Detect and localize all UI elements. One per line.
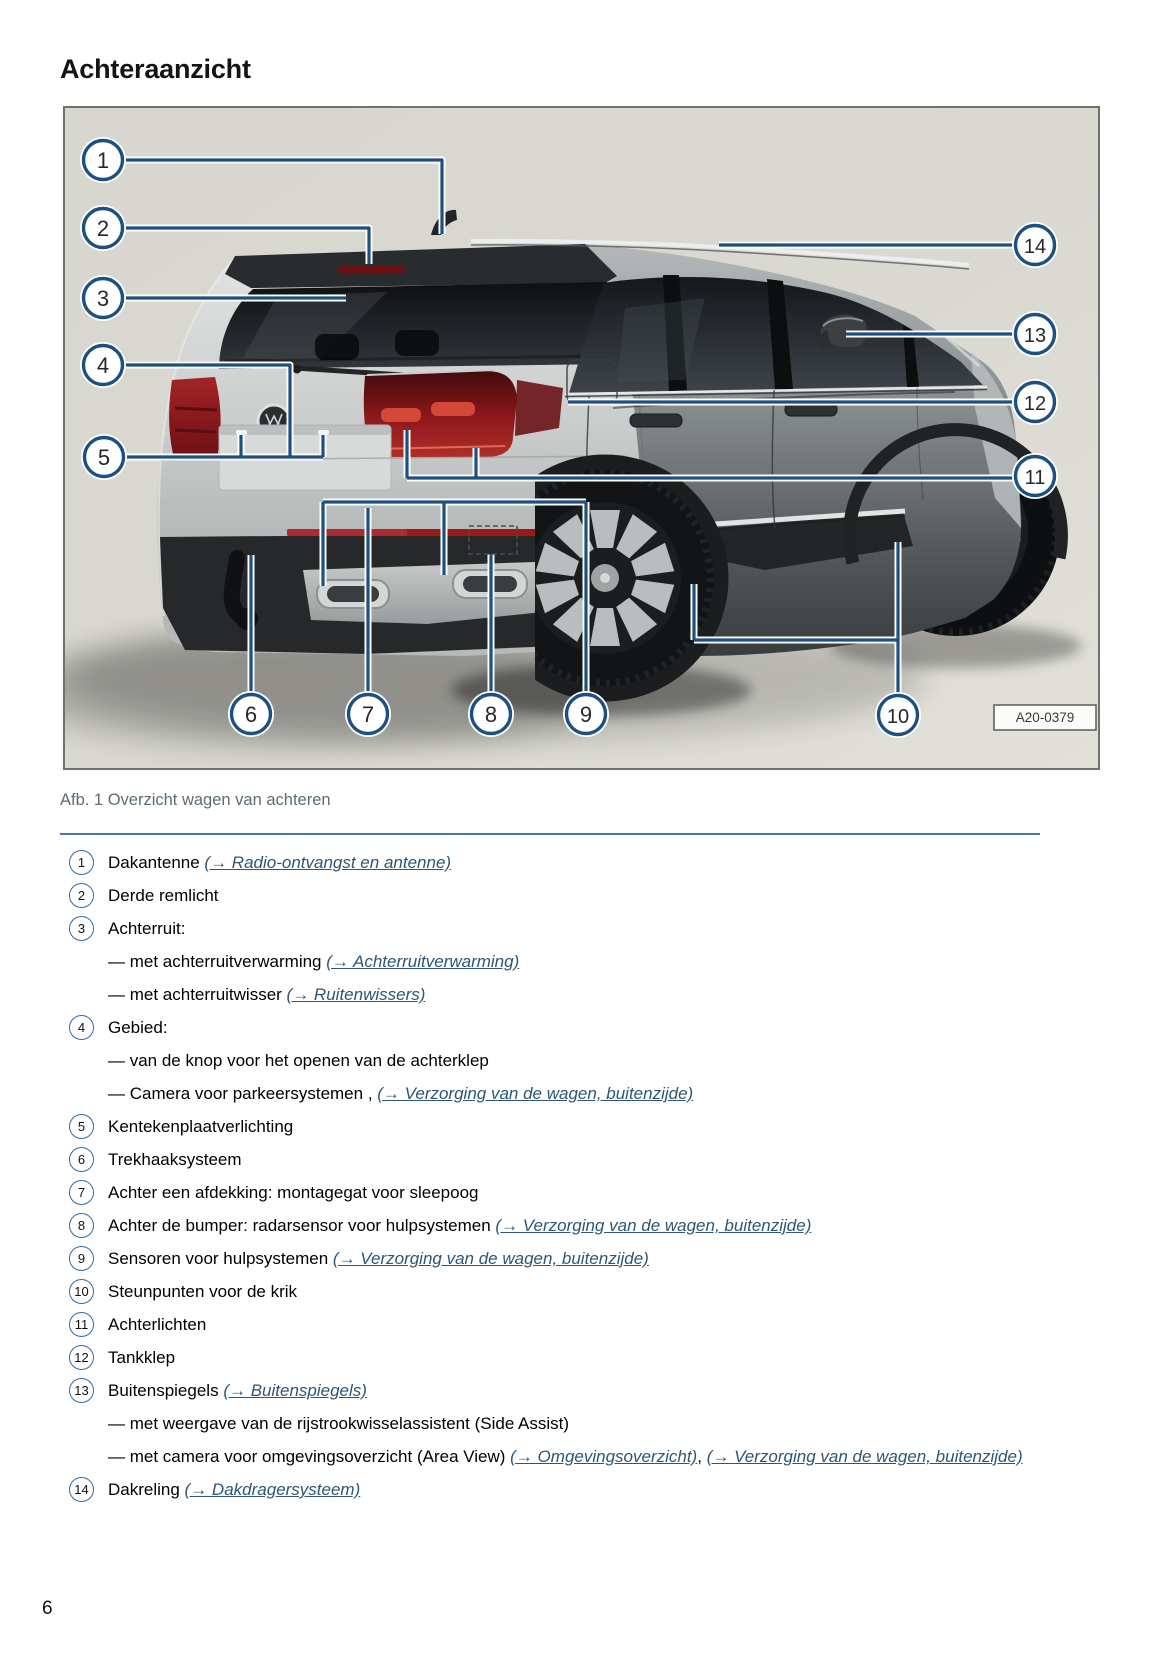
legend-num-1: 1 <box>69 850 94 875</box>
legend-num-3: 3 <box>69 916 94 941</box>
legend-link-omgevingsoverzicht[interactable]: (→ Omgevingsoverzicht) <box>510 1447 698 1466</box>
legend-num-6: 6 <box>69 1147 94 1172</box>
legend-item-6 <box>60 1149 1080 1172</box>
car-diagram <box>65 108 1098 768</box>
legend-num-11: 11 <box>69 1312 94 1337</box>
legend-text: Dakreling <box>108 1480 185 1499</box>
legend-num-13: 13 <box>69 1378 94 1403</box>
legend-link-radio[interactable]: (→ Radio-ontvangst en antenne) <box>204 853 452 872</box>
legend-item-3 <box>60 918 1080 941</box>
legend-text: Sensoren voor hulpsystemen <box>108 1249 333 1268</box>
legend-link-verzorging-2[interactable]: (→ Verzorging van de wagen, buitenzijde) <box>495 1216 812 1235</box>
callout-9 <box>563 691 609 737</box>
legend-link-achterruitverwarming[interactable]: (→ Achterruitverwarming) <box>326 952 520 971</box>
legend-item-12 <box>60 1347 1080 1370</box>
figure-caption: Afb. 1 Overzicht wagen van achteren <box>60 791 331 809</box>
legend-num-2: 2 <box>69 883 94 908</box>
legend-list <box>60 852 1080 1512</box>
legend-text: Trekhaaksysteem <box>108 1150 242 1169</box>
legend-item-10 <box>60 1281 1080 1304</box>
section-divider <box>60 833 1040 835</box>
legend-item-1 <box>60 852 1080 875</box>
tail-light-left <box>169 377 221 458</box>
legend-item-14 <box>60 1479 1080 1502</box>
legend-item-13-sub-2: — met camera voor omgevingsoverzicht (Area View) (→ Omgevingsoverzicht), (→ Verzorging van de wagen, buitenzijde) <box>108 1447 1023 1466</box>
legend-text: Kentekenplaatverlichting <box>108 1117 294 1136</box>
legend-text: Derde remlicht <box>108 886 219 905</box>
legend-link-verzorging-4[interactable]: (→ Verzorging van de wagen, buitenzijde) <box>706 1447 1023 1466</box>
legend-link-dakdragersysteem[interactable]: (→ Dakdragersysteem) <box>184 1480 361 1499</box>
callout-1 <box>80 137 126 183</box>
legend-item-11 <box>60 1314 1080 1337</box>
svg-text:11: 11 <box>1024 467 1046 489</box>
legend-num-10: 10 <box>69 1279 94 1304</box>
figure-rear-view <box>63 106 1100 770</box>
svg-text:1: 1 <box>96 148 110 173</box>
svg-text:3: 3 <box>96 286 110 311</box>
legend-text: Steunpunten voor de krik <box>108 1282 298 1301</box>
legend-text: Achterruit: <box>108 919 186 938</box>
svg-text:5: 5 <box>97 445 111 470</box>
legend-item-3-sub-1: — met achterruitverwarming (→ Achterruitverwarming) <box>108 952 520 971</box>
legend-item-3-sub-2: — met achterruitwisser (→ Ruitenwissers) <box>108 985 426 1004</box>
svg-text:7: 7 <box>361 702 375 727</box>
legend-link-verzorging-3[interactable]: (→ Verzorging van de wagen, buitenzijde) <box>332 1249 649 1268</box>
svg-text:6: 6 <box>244 702 258 727</box>
callout-8 <box>468 691 514 737</box>
svg-text:12: 12 <box>1023 393 1047 415</box>
legend-text: Tankklep <box>108 1348 176 1367</box>
callout-10 <box>875 692 921 738</box>
callout-4 <box>80 342 126 388</box>
legend-text: Gebied: <box>108 1018 168 1037</box>
image-code-label <box>994 705 1096 730</box>
legend-num-12: 12 <box>69 1345 94 1370</box>
legend-link-ruitenwissers[interactable]: (→ Ruitenwissers) <box>286 985 426 1004</box>
legend-text: Achter de bumper: radarsensor voor hulpsystemen <box>108 1216 496 1235</box>
callout-6 <box>228 691 274 737</box>
legend-num-8: 8 <box>69 1213 94 1238</box>
callout-5 <box>81 434 127 480</box>
legend-item-13-sub-1: — met weergave van de rijstrookwisselassistent (Side Assist) <box>108 1414 570 1433</box>
callout-2 <box>80 205 126 251</box>
legend-item-8 <box>60 1215 1080 1238</box>
svg-text:8: 8 <box>484 702 498 727</box>
legend-num-5: 5 <box>69 1114 94 1139</box>
legend-item-2 <box>60 885 1080 908</box>
legend-item-4 <box>60 1017 1080 1040</box>
legend-num-7: 7 <box>69 1180 94 1205</box>
legend-text: Buitenspiegels <box>108 1381 224 1400</box>
callout-7 <box>345 691 391 737</box>
legend-text: Achter een afdekking: montagegat voor sleepoog <box>108 1183 479 1202</box>
legend-link-verzorging-1[interactable]: (→ Verzorging van de wagen, buitenzijde) <box>377 1084 694 1103</box>
svg-text:10: 10 <box>886 706 910 728</box>
legend-link-buitenspiegels[interactable]: (→ Buitenspiegels) <box>223 1381 367 1400</box>
legend-item-4-sub-2: — Camera voor parkeersystemen , (→ Verzorging van de wagen, buitenzijde) <box>108 1084 694 1103</box>
legend-num-9: 9 <box>69 1246 94 1271</box>
page-number: 6 <box>42 1598 53 1619</box>
legend-item-9 <box>60 1248 1080 1271</box>
legend-item-13 <box>60 1380 1080 1403</box>
legend-num-14: 14 <box>69 1477 94 1502</box>
legend-item-5 <box>60 1116 1080 1139</box>
page-title: Achteraanzicht <box>60 54 251 84</box>
callout-3 <box>80 275 126 321</box>
svg-text:4: 4 <box>96 353 110 378</box>
callout-11 <box>1012 453 1058 499</box>
legend-text: Achterlichten <box>108 1315 207 1334</box>
legend-text: Dakantenne <box>108 853 205 872</box>
legend-item-4-sub-1: — van de knop voor het openen van de achterklep <box>108 1051 489 1070</box>
legend-num-4: 4 <box>69 1015 94 1040</box>
svg-text:9: 9 <box>579 702 593 727</box>
svg-text:14: 14 <box>1023 236 1047 258</box>
svg-text:2: 2 <box>96 216 110 241</box>
svg-text:13: 13 <box>1023 325 1047 347</box>
callout-14 <box>1012 222 1058 268</box>
third-brake-light <box>337 266 405 273</box>
callout-13 <box>1012 311 1058 357</box>
callout-12 <box>1012 379 1058 425</box>
legend-item-7 <box>60 1182 1080 1205</box>
svg-text:A20-0379: A20-0379 <box>1015 710 1075 725</box>
